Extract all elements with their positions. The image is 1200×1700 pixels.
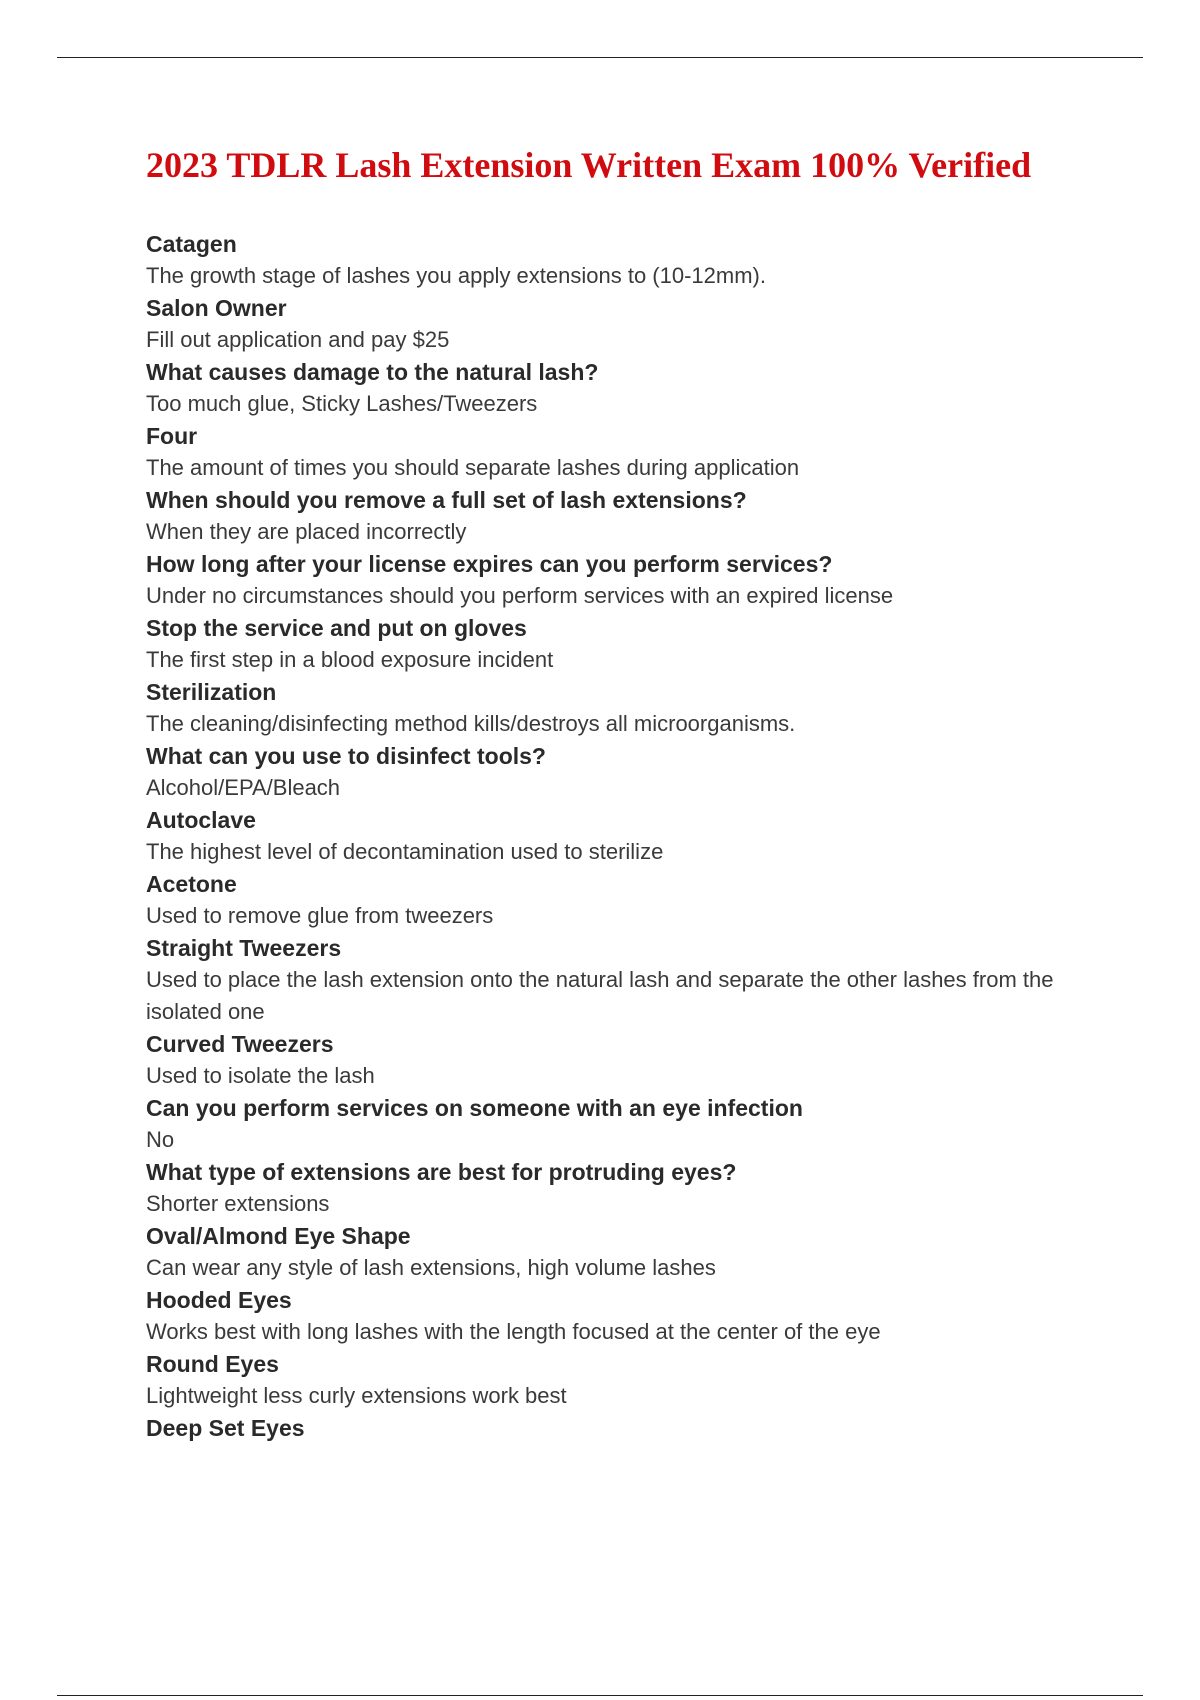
list-item [146, 356, 1066, 420]
list-item [146, 1220, 1066, 1284]
term: Can you perform services on someone with an eye infection [146, 1095, 803, 1121]
term: What type of extensions are best for protruding eyes? [146, 1159, 737, 1185]
list-item [146, 932, 1066, 1028]
term: Autoclave [146, 807, 256, 833]
term: What causes damage to the natural lash? [146, 359, 599, 385]
flashcard-list [146, 228, 1066, 1444]
term: Acetone [146, 871, 237, 897]
definition: Alcohol/EPA/Bleach [146, 775, 341, 800]
definition: The highest level of decontamination used to sterilize [146, 839, 664, 864]
list-item [146, 1348, 1066, 1412]
definition: Works best with long lashes with the length focused at the center of the eye [146, 1319, 881, 1344]
list-item [146, 1412, 1066, 1444]
definition: The amount of times you should separate lashes during application [146, 455, 800, 480]
term: Catagen [146, 231, 237, 257]
term: Round Eyes [146, 1351, 279, 1377]
term: Hooded Eyes [146, 1287, 292, 1313]
bottom-divider [57, 1695, 1143, 1696]
term: Stop the service and put on gloves [146, 615, 527, 641]
definition: No [146, 1127, 175, 1152]
term: Straight Tweezers [146, 935, 342, 961]
list-item [146, 1156, 1066, 1220]
definition: Used to place the lash extension onto the natural lash and separate the other lashes from the isolated one [146, 967, 1054, 1024]
list-item [146, 676, 1066, 740]
list-item [146, 868, 1066, 932]
term: Sterilization [146, 679, 277, 705]
list-item [146, 1284, 1066, 1348]
definition: Can wear any style of lash extensions, high volume lashes [146, 1255, 716, 1280]
definition: The growth stage of lashes you apply extensions to (10-12mm). [146, 263, 766, 288]
list-item [146, 548, 1066, 612]
definition: Under no circumstances should you perform services with an expired license [146, 583, 894, 608]
document-title: 2023 TDLR Lash Extension Written Exam 100% Verified [146, 145, 1032, 185]
list-item [146, 612, 1066, 676]
definition: The first step in a blood exposure incident [146, 647, 554, 672]
term: Salon Owner [146, 295, 287, 321]
top-divider [57, 57, 1143, 58]
list-item [146, 1028, 1066, 1092]
list-item [146, 420, 1066, 484]
definition: Too much glue, Sticky Lashes/Tweezers [146, 391, 538, 416]
definition: Used to remove glue from tweezers [146, 903, 494, 928]
list-item [146, 292, 1066, 356]
list-item [146, 1092, 1066, 1156]
term: What can you use to disinfect tools? [146, 743, 546, 769]
definition: When they are placed incorrectly [146, 519, 467, 544]
term: Four [146, 423, 198, 449]
term: Oval/Almond Eye Shape [146, 1223, 411, 1249]
definition: Used to isolate the lash [146, 1063, 375, 1088]
definition: Shorter extensions [146, 1191, 330, 1216]
term: Curved Tweezers [146, 1031, 334, 1057]
list-item [146, 740, 1066, 804]
list-item [146, 228, 1066, 292]
definition: The cleaning/disinfecting method kills/destroys all microorganisms. [146, 711, 796, 736]
term: How long after your license expires can you perform services? [146, 551, 833, 577]
list-item [146, 484, 1066, 548]
list-item [146, 804, 1066, 868]
term: Deep Set Eyes [146, 1415, 305, 1441]
term: When should you remove a full set of lash extensions? [146, 487, 747, 513]
definition: Fill out application and pay $25 [146, 327, 450, 352]
definition: Lightweight less curly extensions work best [146, 1383, 567, 1408]
